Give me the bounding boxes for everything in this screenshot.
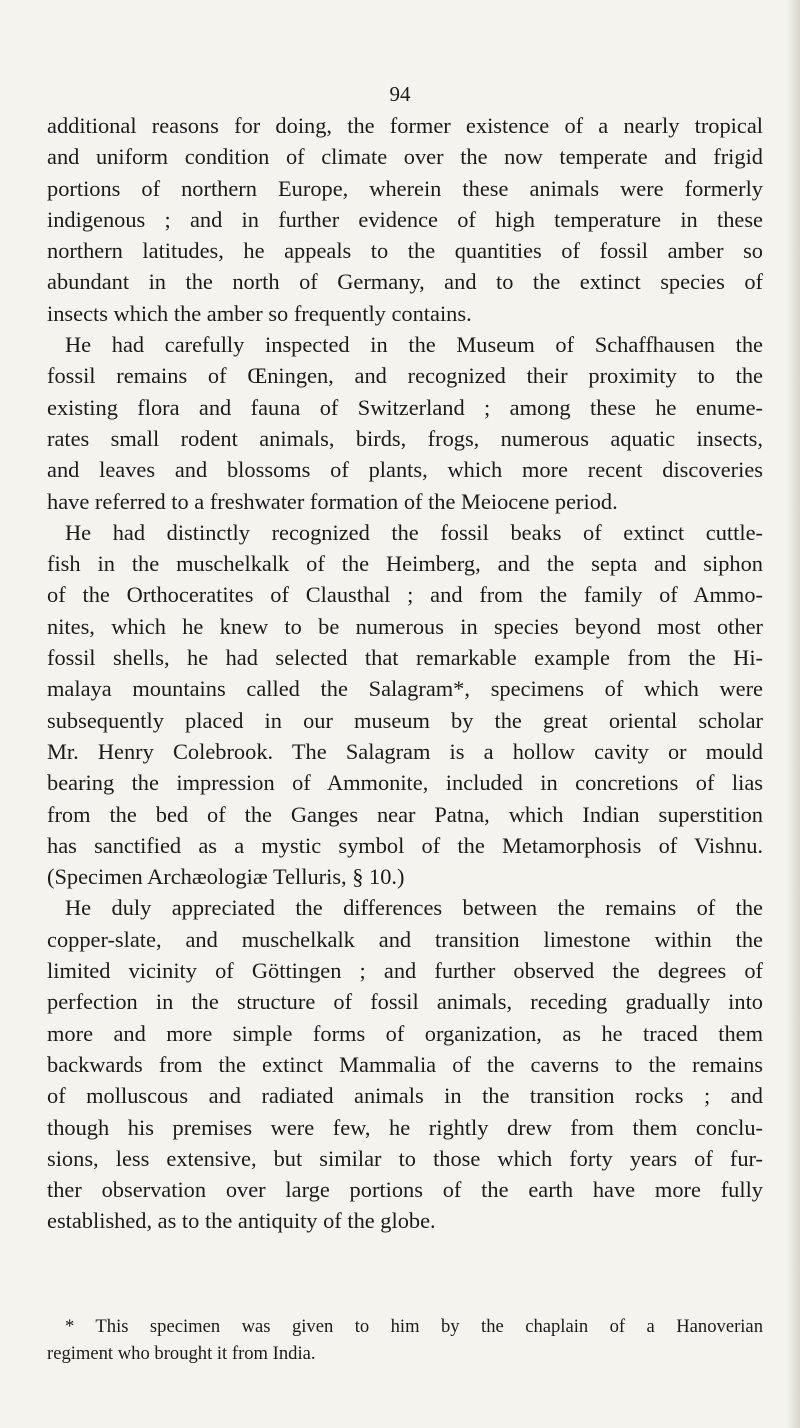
text-line: existing flora and fauna of Switzerland ; among these he enume- bbox=[47, 394, 763, 420]
text-line: malaya mountains called the Salagram*, specimens of which were bbox=[47, 676, 763, 702]
text-line: (Specimen Archæologiæ Telluris, § 10.) bbox=[47, 864, 405, 890]
text-line: limited vicinity of Göttingen ; and further observed the degrees of bbox=[47, 958, 763, 984]
text-line: bearing the impression of Ammonite, included in concretions of lias bbox=[47, 770, 763, 796]
text-line: fossil remains of Œningen, and recognized their proximity to the bbox=[47, 363, 763, 389]
text-line: and leaves and blossoms of plants, which more recent discoveries bbox=[47, 457, 763, 483]
text-line: abundant in the north of Germany, and to the extinct species of bbox=[47, 269, 763, 295]
footnote-line: * This specimen was given to him by the chaplain of a Hanoverian bbox=[65, 1316, 763, 1337]
text-line: subsequently placed in our museum by the great oriental scholar bbox=[47, 707, 763, 733]
paragraph-3 bbox=[47, 517, 763, 893]
text-line: northern latitudes, he appeals to the quantities of fossil amber so bbox=[47, 238, 763, 264]
footnote bbox=[47, 1313, 763, 1367]
text-line: of molluscous and radiated animals in the transition rocks ; and bbox=[47, 1083, 763, 1109]
page-edge-shadow bbox=[786, 0, 800, 1428]
text-line: from the bed of the Ganges near Patna, which Indian superstition bbox=[47, 801, 763, 827]
footnote-line: regiment who brought it from India. bbox=[47, 1343, 316, 1364]
text-line: and uniform condition of climate over the now temperate and frigid bbox=[47, 144, 763, 170]
body-text bbox=[47, 110, 763, 1237]
text-line: insects which the amber so frequently contains. bbox=[47, 300, 472, 326]
text-line: have referred to a freshwater formation of the Meiocene period. bbox=[47, 488, 618, 514]
text-line: rates small rodent animals, birds, frogs, numerous aquatic insects, bbox=[47, 425, 763, 451]
text-line: sions, less extensive, but similar to those which forty years of fur- bbox=[47, 1145, 763, 1171]
text-line: though his premises were few, he rightly drew from them conclu- bbox=[47, 1114, 763, 1140]
text-line: fossil shells, he had selected that remarkable example from the Hi- bbox=[47, 645, 763, 671]
text-line: Mr. Henry Colebrook. The Salagram is a hollow cavity or mould bbox=[47, 738, 763, 764]
text-line: ther observation over large portions of the earth have more fully bbox=[47, 1177, 763, 1203]
paragraph-2 bbox=[47, 329, 763, 517]
text-line: established, as to the antiquity of the globe. bbox=[47, 1208, 436, 1234]
text-line: He had distinctly recognized the fossil beaks of extinct cuttle- bbox=[65, 519, 763, 545]
text-line: has sanctified as a mystic symbol of the Metamorphosis of Vishnu. bbox=[47, 832, 763, 858]
text-line: indigenous ; and in further evidence of high temperature in these bbox=[47, 206, 763, 232]
text-line: backwards from the extinct Mammalia of the caverns to the remains bbox=[47, 1051, 763, 1077]
text-line: He duly appreciated the differences between the remains of the bbox=[65, 895, 763, 921]
text-line: fish in the muschelkalk of the Heimberg, and the septa and siphon bbox=[47, 551, 763, 577]
text-line: more and more simple forms of organization, as he traced them bbox=[47, 1020, 763, 1046]
text-line: portions of northern Europe, wherein these animals were formerly bbox=[47, 175, 763, 201]
text-line: nites, which he knew to be numerous in species beyond most other bbox=[47, 613, 763, 639]
paragraph-1 bbox=[47, 110, 763, 329]
text-line: perfection in the structure of fossil animals, receding gradually into bbox=[47, 989, 763, 1015]
page-number: 94 bbox=[389, 82, 411, 106]
text-line: copper-slate, and muschelkalk and transition limestone within the bbox=[47, 926, 763, 952]
paragraph-4 bbox=[47, 892, 763, 1236]
text-line: He had carefully inspected in the Museum of Schaffhausen the bbox=[65, 332, 763, 358]
text-line: of the Orthoceratites of Clausthal ; and from the family of Ammo- bbox=[47, 582, 763, 608]
text-line: additional reasons for doing, the former existence of a nearly tropical bbox=[47, 113, 763, 138]
